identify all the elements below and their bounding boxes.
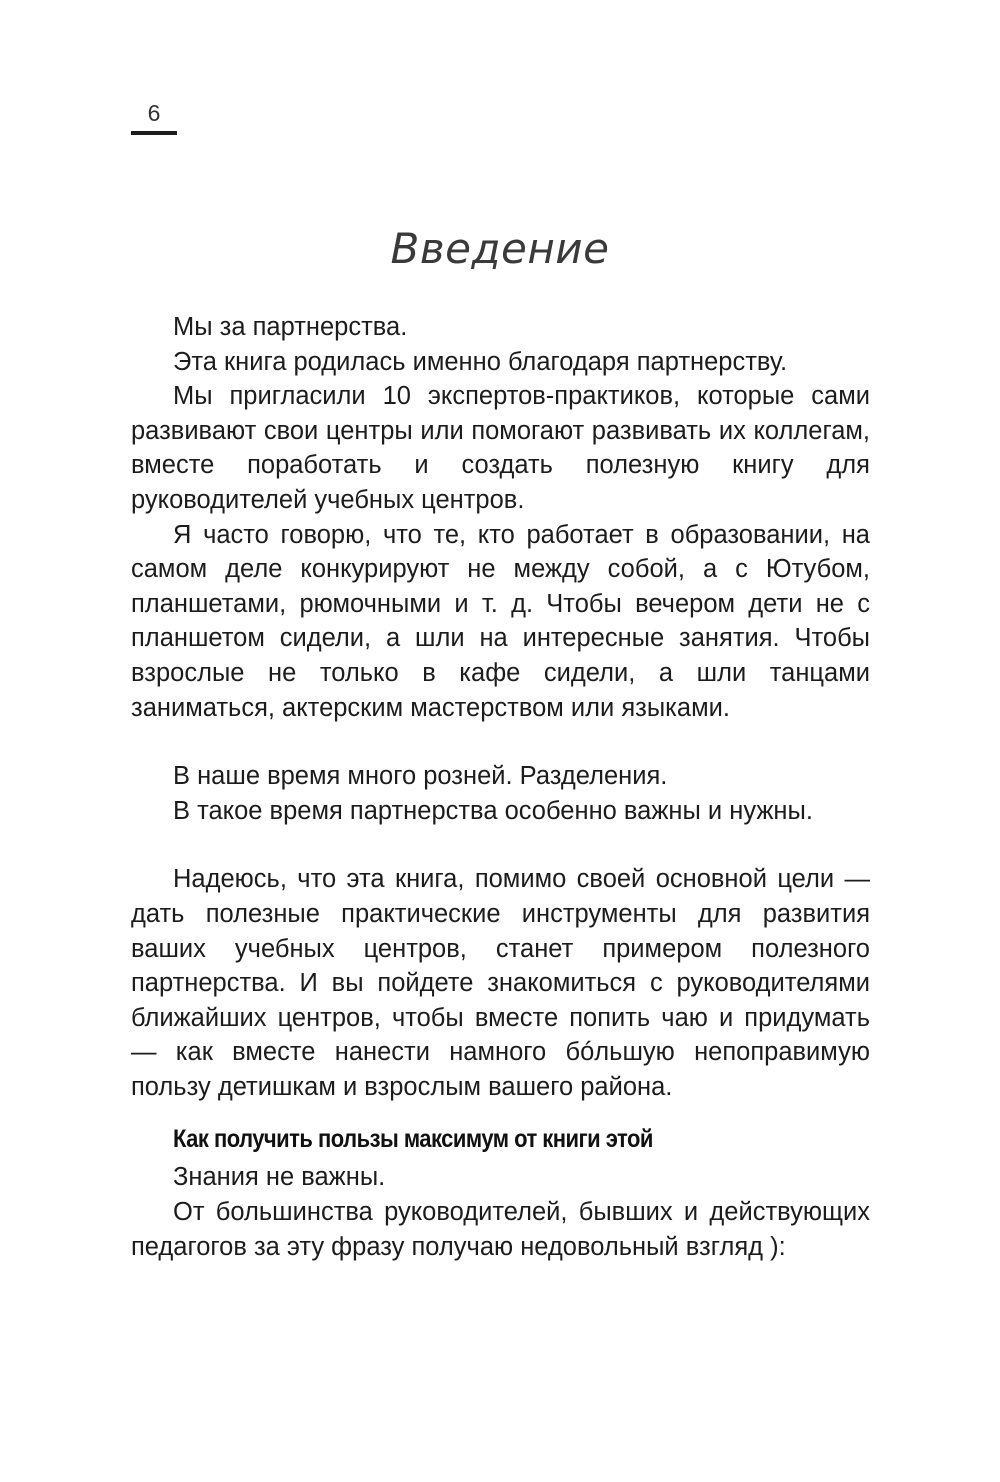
paragraph: В наше время много розней. Разделения. (173, 762, 668, 791)
paragraph: Знания не важны. (173, 1163, 386, 1192)
chapter-title: Введение (390, 224, 610, 273)
page-number-rule (131, 131, 177, 135)
paragraph: Я часто говорю, что те, кто работает в образовании, на самом деле конкурируют не между собой, а с Ютубом, планшетами, рюмочными и т. д. Чтобы вечером дети не с планшетом сидели, а шли на интересные занятия. Чтобы взрослые не только в кафе сидели, а шли танцами заниматься, актерским мастерством или языками. (131, 520, 870, 722)
paragraph: В такое время партнерства особенно важны и нужны. (173, 796, 813, 825)
paragraph: Надеюсь, что эта книга, помимо своей основной цели — дать полезные практические инструменты для развития ваших учебных центров, станет примером полезного партнерства. И вы пойдете знакомиться с руководителями ближайших центров, чтобы вместе попить чаю и придумать — как вместе нанести намного бóльшую непоправимую пользу детишкам и взрослым вашего района. (131, 865, 870, 1101)
paragraph: Эта книга родилась именно благодаря партнерству. (173, 347, 788, 376)
section-heading: Как получить пользы максимум от книги этой (173, 1125, 653, 1154)
paragraph: Мы за партнерства. (173, 313, 408, 341)
paragraph: Мы пригласили 10 экспертов-практиков, которые сами развивают свои центры или помогают развивать их коллегам, вместе поработать и создать полезную книгу для руководителей учебных центров. (131, 382, 870, 514)
paragraph: От большинства руководителей, бывших и действующих педагогов за эту фразу получаю недовольный взгляд ): (131, 1198, 870, 1261)
body-text (131, 310, 870, 1264)
page-number: 6 (147, 100, 161, 126)
